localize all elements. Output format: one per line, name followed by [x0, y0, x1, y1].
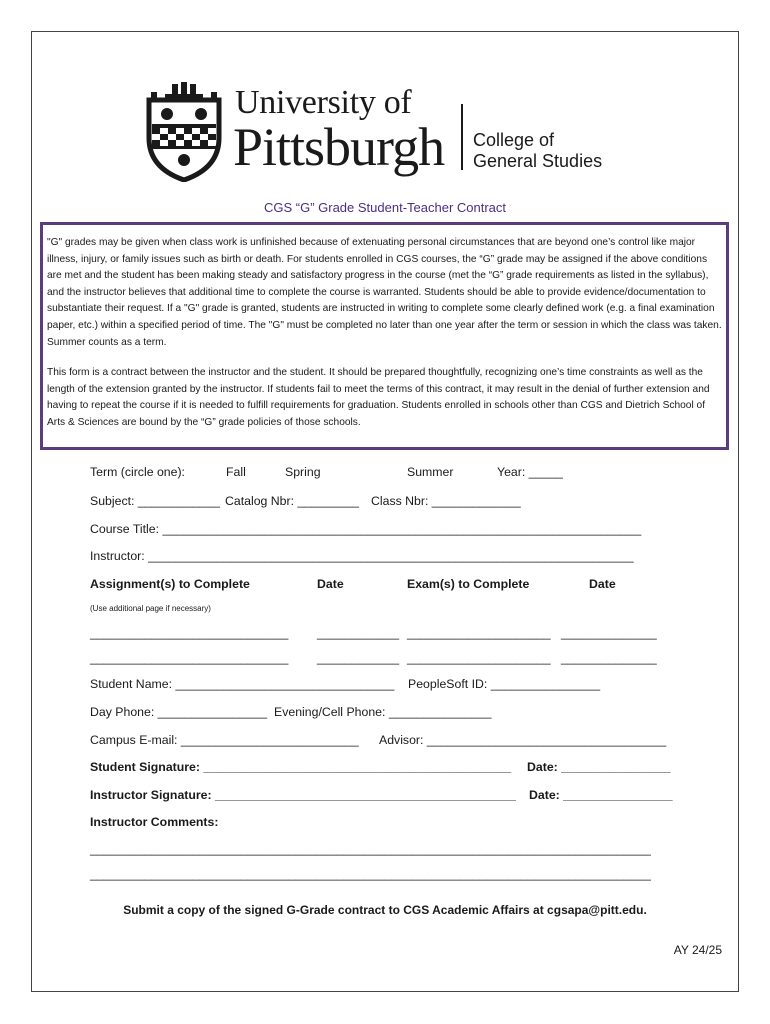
instructor-comments-label: Instructor Comments:: [90, 815, 219, 829]
course-title-field[interactable]: Course Title: ______________________________________________________________________: [90, 522, 642, 536]
instructor-signature-date[interactable]: Date: ________________: [529, 788, 673, 802]
pitt-shield-icon: [143, 82, 225, 182]
policy-box: [40, 222, 729, 450]
term-option-summer[interactable]: Summer: [407, 465, 454, 479]
assignment-date-line-2[interactable]: ____________: [317, 651, 400, 665]
student-signature-date[interactable]: Date: ________________: [527, 760, 671, 774]
student-name-field[interactable]: Student Name: ________________________________: [90, 677, 395, 691]
term-label: Term (circle one):: [90, 465, 185, 479]
policy-paragraph-2: This form is a contract between the instructor and the student. It should be prepared thoughtfully, recognizing one’s time constraints as well as the length of the extension granted by the instructor. If students fail to meet the terms of this contract, it may result in the denial of further extension and having to repeat the course if it is needed to fulfill requirements for graduation. Students enrolled in schools other than CGS and Dietrich School of Arts & Sciences are bound by the “G” grade policies of those schools.: [47, 367, 710, 428]
exam-date-line-2[interactable]: ______________: [561, 651, 657, 665]
year-field[interactable]: Year: _____: [497, 465, 563, 479]
date-header-1: Date: [317, 577, 344, 591]
exam-line-2[interactable]: _____________________: [407, 651, 551, 665]
instructor-signature-field[interactable]: Instructor Signature: ____________________________________________: [90, 788, 516, 802]
student-signature-field[interactable]: Student Signature: _____________________________________________: [90, 760, 512, 774]
term-option-fall[interactable]: Fall: [226, 465, 246, 479]
date-header-2: Date: [589, 577, 616, 591]
campus-email-field[interactable]: Campus E-mail: __________________________: [90, 733, 359, 747]
exam-line-1[interactable]: _____________________: [407, 626, 551, 640]
evening-phone-field[interactable]: Evening/Cell Phone: _______________: [274, 705, 492, 719]
day-phone-field[interactable]: Day Phone: ________________: [90, 705, 268, 719]
assignment-date-line-1[interactable]: ____________: [317, 626, 400, 640]
additional-page-note: (Use additional page if necessary): [90, 604, 211, 613]
form-title: CGS “G” Grade Student-Teacher Contract: [263, 200, 507, 215]
comment-line-2[interactable]: __________________________________________________________________________________: [90, 867, 651, 881]
logo-divider: [461, 104, 463, 170]
peoplesoft-id-field[interactable]: PeopleSoft ID: ________________: [408, 677, 601, 691]
policy-paragraph-1: "G" grades may be given when class work is unfinished because of extenuating personal circumstances that are beyond one’s control like major illness, injury, or family issues such as birth or death. For students enrolled in CGS courses, the “G” grade may be assigned if the above conditions are met and the student has been making steady and satisfactory progress in the course (met the “G” grade requirements as listed in the syllabus), and the instructor believes that additional time to complete the course is warranted. Students should be able to provide evidence/documentation to substantiate their request. If a "G" grade is granted, students are instructed in writing to complete some clearly defined work (e.g. a final examination paper, etc.) within a specified period of time. The "G" must be completed no later than one year after the term or session in which the class was taken. Summer counts as a term.: [47, 237, 722, 348]
college-name-line2: General Studies: [473, 151, 603, 171]
assignments-header: Assignment(s) to Complete: [90, 577, 250, 591]
instructor-field[interactable]: Instructor: _______________________________________________________________________: [90, 549, 634, 563]
advisor-field[interactable]: Advisor: ___________________________________: [379, 733, 667, 747]
university-name-line2: Pittsburgh: [233, 117, 445, 177]
assignment-line-1[interactable]: _____________________________: [90, 626, 289, 640]
subject-field[interactable]: Subject: ____________: [90, 494, 220, 508]
class-nbr-field[interactable]: Class Nbr: _____________: [371, 494, 521, 508]
exam-date-line-1[interactable]: ______________: [561, 626, 657, 640]
assignment-line-2[interactable]: _____________________________: [90, 651, 289, 665]
college-name-line1: College of: [473, 130, 555, 150]
academic-year: AY 24/25: [673, 943, 722, 957]
catalog-nbr-field[interactable]: Catalog Nbr: _________: [225, 494, 359, 508]
submit-instructions: Submit a copy of the signed G-Grade contract to CGS Academic Affairs at cgsapa@pitt.edu.: [123, 903, 647, 917]
exams-header: Exam(s) to Complete: [407, 577, 530, 591]
term-option-spring[interactable]: Spring: [285, 465, 321, 479]
university-name-line1: University of: [235, 84, 412, 121]
comment-line-1[interactable]: __________________________________________________________________________________: [90, 842, 651, 856]
